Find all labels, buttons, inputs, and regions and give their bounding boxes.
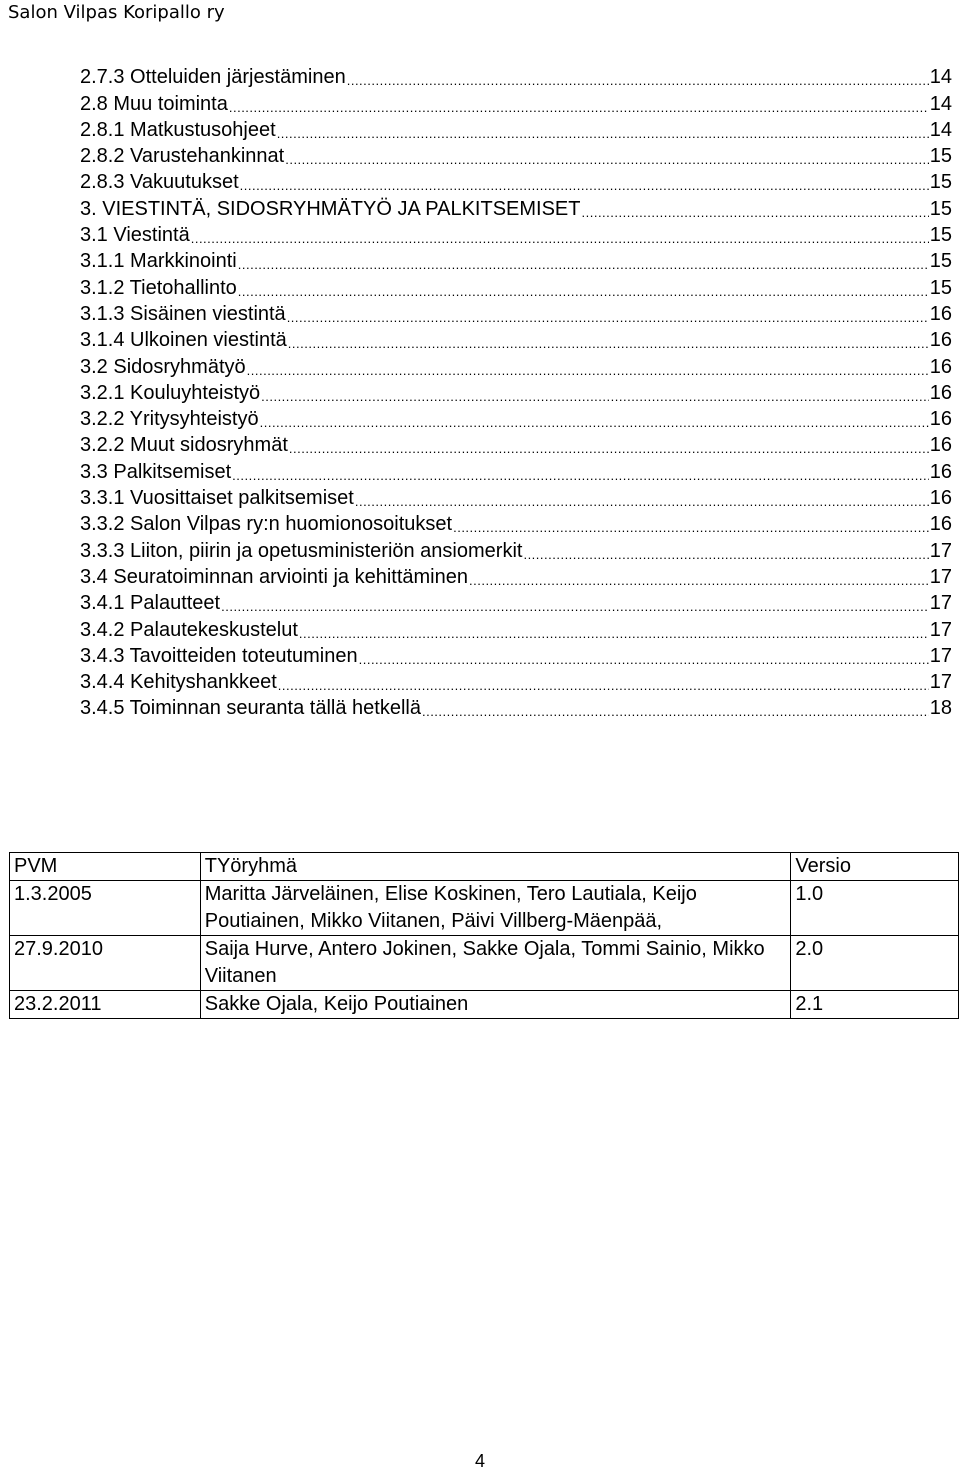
toc-entry-title: 3.4.2 Palautekeskustelut bbox=[80, 618, 298, 641]
toc-entry[interactable] bbox=[80, 432, 952, 458]
toc-entry-page: 15 bbox=[929, 171, 952, 194]
toc-entry-page: 17 bbox=[929, 565, 952, 588]
toc-entry[interactable] bbox=[80, 616, 952, 642]
toc-entry-page: 17 bbox=[929, 592, 952, 615]
toc-entry-title: 2.8.1 Matkustusohjeet bbox=[80, 118, 276, 141]
column-header-group: TYöryhmä bbox=[200, 853, 791, 881]
toc-entry-page: 14 bbox=[929, 66, 952, 89]
toc-entry-title: 3.2.2 Yritysyhteistyö bbox=[80, 408, 259, 431]
toc-entry-title: 3.3.1 Vuosittaiset palkitsemiset bbox=[80, 487, 354, 510]
toc-entry-title: 3.3.2 Salon Vilpas ry:n huomionosoitukset bbox=[80, 513, 453, 536]
toc-entry-page: 18 bbox=[929, 697, 952, 720]
toc-entry-page: 16 bbox=[929, 460, 952, 483]
toc-entry-page: 15 bbox=[929, 250, 952, 273]
table-row bbox=[10, 881, 959, 936]
toc-leader-dots bbox=[229, 99, 929, 117]
toc-entry-title: 3.1 Viestintä bbox=[80, 224, 190, 247]
toc-leader-dots bbox=[422, 703, 929, 721]
toc-leader-dots bbox=[288, 335, 929, 353]
toc-leader-dots bbox=[285, 151, 929, 169]
table-row bbox=[10, 991, 959, 1019]
toc-entry-title: 3.4.3 Tavoitteiden toteutuminen bbox=[80, 644, 358, 667]
toc-entry-page: 16 bbox=[929, 329, 952, 352]
toc-leader-dots bbox=[221, 598, 929, 616]
toc-leader-dots bbox=[191, 230, 929, 248]
toc-entry[interactable] bbox=[80, 222, 952, 248]
toc-entry-title: 3.4.1 Palautteet bbox=[80, 592, 221, 615]
row-version: 2.0 bbox=[791, 936, 959, 991]
toc-entry[interactable] bbox=[80, 406, 952, 432]
toc-entry-page: 17 bbox=[929, 644, 952, 667]
toc-leader-dots bbox=[260, 414, 929, 432]
toc-entry[interactable] bbox=[80, 169, 952, 195]
toc-entry-page: 16 bbox=[929, 408, 952, 431]
toc-entry-title: 3.3 Palkitsemiset bbox=[80, 460, 232, 483]
toc-leader-dots bbox=[453, 519, 929, 537]
table-header-row bbox=[10, 853, 959, 881]
toc-entry-title: 3.1.2 Tietohallinto bbox=[80, 276, 237, 299]
toc-entry-page: 15 bbox=[929, 224, 952, 247]
toc-leader-dots bbox=[469, 572, 929, 590]
toc-entry[interactable] bbox=[80, 695, 952, 721]
toc-entry-title: 2.8 Muu toiminta bbox=[80, 92, 228, 115]
toc-entry-title: 3.2.2 Muut sidosryhmät bbox=[80, 434, 288, 457]
toc-entry[interactable] bbox=[80, 90, 952, 116]
toc-entry[interactable] bbox=[80, 117, 952, 143]
toc-entry-title: 3.4.5 Toiminnan seuranta tällä hetkellä bbox=[80, 697, 421, 720]
row-date: 1.3.2005 bbox=[10, 881, 201, 936]
toc-entry-page: 16 bbox=[929, 302, 952, 325]
version-history-table bbox=[9, 852, 959, 1019]
toc-entry-page: 14 bbox=[929, 92, 952, 115]
toc-entry-title: 3.2.1 Kouluyhteistyö bbox=[80, 381, 261, 404]
toc-entry-title: 3.1.4 Ulkoinen viestintä bbox=[80, 329, 287, 352]
toc-entry-page: 17 bbox=[929, 618, 952, 641]
toc-entry-title: 3.3.3 Liiton, piirin ja opetusministeriön ansiomerkit bbox=[80, 539, 523, 562]
toc-leader-dots bbox=[232, 467, 929, 485]
toc-entry[interactable] bbox=[80, 327, 952, 353]
toc-entry[interactable] bbox=[80, 301, 952, 327]
row-group: Saija Hurve, Antero Jokinen, Sakke Ojala, Tommi Sainio, Mikko Viitanen bbox=[200, 936, 791, 991]
toc-leader-dots bbox=[238, 283, 929, 301]
column-header-date: PVM bbox=[10, 853, 201, 881]
table-of-contents bbox=[80, 64, 952, 721]
toc-leader-dots bbox=[238, 256, 929, 274]
toc-leader-dots bbox=[287, 309, 929, 327]
page-number: 4 bbox=[474, 1451, 485, 1471]
row-date: 23.2.2011 bbox=[10, 991, 201, 1019]
toc-entry-page: 15 bbox=[929, 276, 952, 299]
toc-entry[interactable] bbox=[80, 458, 952, 484]
toc-entry-page: 16 bbox=[929, 381, 952, 404]
column-header-version: Versio bbox=[791, 853, 959, 881]
row-group: Maritta Järveläinen, Elise Koskinen, Tero Lautiala, Keijo Poutiainen, Mikko Viitanen, Päivi Villberg-Mäenpää, bbox=[200, 881, 791, 936]
toc-entry-page: 17 bbox=[929, 671, 952, 694]
toc-entry[interactable] bbox=[80, 485, 952, 511]
toc-entry[interactable] bbox=[80, 669, 952, 695]
toc-entry[interactable] bbox=[80, 195, 952, 221]
toc-entry[interactable] bbox=[80, 64, 952, 90]
toc-entry[interactable] bbox=[80, 248, 952, 274]
toc-entry[interactable] bbox=[80, 274, 952, 300]
toc-entry-page: 16 bbox=[929, 434, 952, 457]
toc-leader-dots bbox=[582, 204, 929, 222]
toc-entry-page: 15 bbox=[929, 197, 952, 220]
toc-entry[interactable] bbox=[80, 590, 952, 616]
toc-leader-dots bbox=[278, 677, 929, 695]
toc-leader-dots bbox=[277, 125, 929, 143]
toc-entry[interactable] bbox=[80, 143, 952, 169]
toc-entry-page: 16 bbox=[929, 355, 952, 378]
toc-leader-dots bbox=[299, 625, 929, 643]
toc-entry-page: 16 bbox=[929, 513, 952, 536]
toc-entry[interactable] bbox=[80, 537, 952, 563]
toc-leader-dots bbox=[359, 651, 929, 669]
toc-entry-page: 15 bbox=[929, 145, 952, 168]
toc-entry-title: 2.7.3 Otteluiden järjestäminen bbox=[80, 66, 346, 89]
toc-entry-page: 16 bbox=[929, 487, 952, 510]
toc-entry-title: 3.4.4 Kehityshankkeet bbox=[80, 671, 277, 694]
row-version: 2.1 bbox=[791, 991, 959, 1019]
toc-entry-page: 17 bbox=[929, 539, 952, 562]
toc-entry[interactable] bbox=[80, 380, 952, 406]
toc-leader-dots bbox=[523, 546, 928, 564]
toc-leader-dots bbox=[247, 362, 929, 380]
toc-leader-dots bbox=[261, 388, 929, 406]
toc-entry[interactable] bbox=[80, 353, 952, 379]
toc-entry[interactable] bbox=[80, 511, 952, 537]
toc-entry-title: 3.1.1 Markkinointi bbox=[80, 250, 237, 273]
toc-entry-title: 3.2 Sidosryhmätyö bbox=[80, 355, 246, 378]
toc-entry-page: 14 bbox=[929, 118, 952, 141]
toc-leader-dots bbox=[355, 493, 929, 511]
toc-leader-dots bbox=[347, 72, 929, 90]
toc-entry-title: 3. VIESTINTÄ, SIDOSRYHMÄTYÖ JA PALKITSEMISET bbox=[80, 197, 581, 220]
toc-leader-dots bbox=[289, 440, 929, 458]
row-version: 1.0 bbox=[791, 881, 959, 936]
toc-entry-title: 3.1.3 Sisäinen viestintä bbox=[80, 302, 286, 325]
toc-leader-dots bbox=[240, 177, 929, 195]
toc-entry-title: 2.8.2 Varustehankinnat bbox=[80, 145, 285, 168]
toc-entry[interactable] bbox=[80, 564, 952, 590]
toc-entry[interactable] bbox=[80, 643, 952, 669]
document-header: Salon Vilpas Koripallo ry bbox=[8, 2, 225, 23]
toc-entry-title: 2.8.3 Vakuutukset bbox=[80, 171, 239, 194]
toc-entry-title: 3.4 Seuratoiminnan arviointi ja kehittäminen bbox=[80, 565, 468, 588]
table-row bbox=[10, 936, 959, 991]
row-date: 27.9.2010 bbox=[10, 936, 201, 991]
row-group: Sakke Ojala, Keijo Poutiainen bbox=[200, 991, 791, 1019]
